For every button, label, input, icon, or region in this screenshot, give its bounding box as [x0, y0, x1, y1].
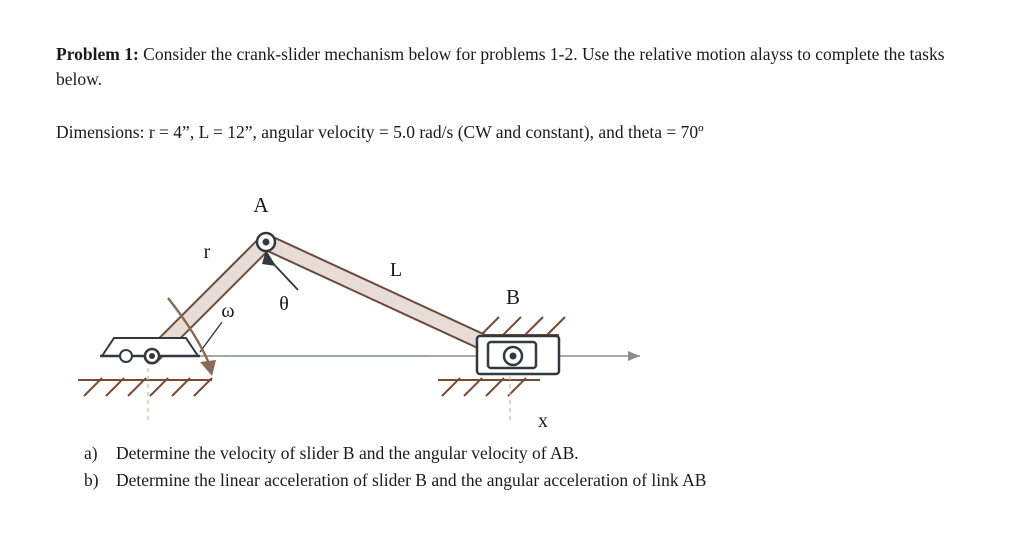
x-axis-arrowhead: [628, 351, 640, 361]
ground-hatch-left: [78, 378, 212, 396]
tasks-list: [84, 440, 984, 494]
task-marker: a): [84, 443, 98, 463]
label-omega: ω: [221, 300, 235, 322]
slider-top-hatch: [477, 317, 565, 335]
label-axis-x: x: [538, 410, 548, 430]
problem-intro: [56, 42, 976, 93]
pin-joint-a: [257, 233, 275, 251]
slider-block-b: [477, 336, 559, 374]
crank-slider-figure: [40, 180, 740, 430]
problem-statement: Consider the crank-slider mechanism below for problems 1-2. Use the relative motion alayss to complete the tasks below.: [56, 44, 945, 90]
task-marker: b): [84, 470, 99, 491]
dimensions-line: Dimensions: r = 4”, L = 12”, angular velocity = 5.0 rad/s (CW and constant), and theta = 70º: [56, 122, 704, 142]
label-link-l: L: [389, 259, 403, 281]
fixed-support-o: [100, 338, 200, 363]
task-text: Determine the velocity of slider B and the angular velocity of AB.: [116, 443, 579, 463]
label-crank-r: r: [203, 241, 211, 263]
task-text: Determine the linear acceleration of slider B and the angular acceleration of link AB: [116, 470, 707, 491]
ground-hatch-right: [438, 378, 540, 396]
label-point-b: B: [505, 285, 521, 309]
theta-indicator: [200, 322, 222, 352]
label-point-a: A: [253, 193, 269, 217]
label-theta: θ: [279, 293, 289, 315]
problem-label: Problem 1:: [56, 44, 139, 64]
task-item: [84, 467, 984, 494]
task-item: [84, 440, 984, 467]
